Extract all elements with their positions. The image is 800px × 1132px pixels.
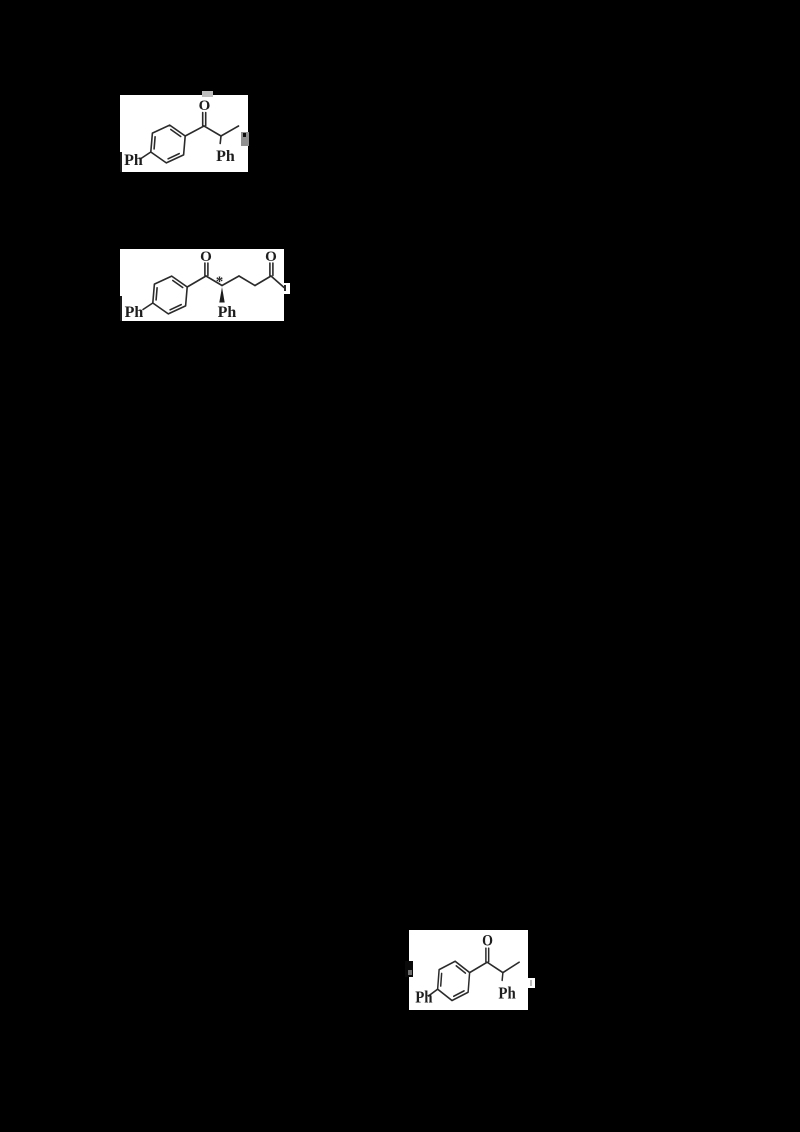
methyl-bond [503, 962, 519, 972]
structure-panel-top-ketone [120, 95, 248, 172]
benzene-ring [153, 276, 187, 314]
structure-panel-middle-diketone [120, 249, 284, 321]
ring-carbonyl-bond [187, 276, 206, 287]
alpha-carbon-bond [487, 962, 503, 972]
aryl-phenyl-label: Ph [124, 152, 143, 169]
carbonyl-oxygen-label: O [198, 98, 211, 114]
scan-artifact-speckle [408, 970, 412, 975]
aryl-phenyl-label: Ph [124, 304, 144, 321]
carbonyl-oxygen-label: O [482, 932, 493, 950]
structure-panel-bottom-ketone [409, 930, 528, 1010]
aryl-phenyl-label: Ph [415, 989, 433, 1007]
molecule-drawing-middle-diketone [120, 249, 284, 321]
chain-bond [239, 276, 255, 286]
benzene-ring [151, 125, 185, 163]
scan-artifact-top-gray [202, 91, 213, 97]
methyl-bond [221, 126, 239, 136]
scan-edge-line [120, 296, 122, 321]
bonds [143, 263, 284, 310]
scan-artifact [530, 980, 532, 986]
scan-edge-line [120, 152, 122, 172]
molecule-drawing-bottom-ketone [409, 930, 528, 1010]
alpha-phenyl-label: Ph [498, 984, 516, 1003]
alpha-carbon-bond [204, 126, 221, 136]
stereocenter-asterisk: * [215, 274, 224, 290]
methyl-bond [271, 276, 284, 288]
alpha-phenyl-label: Ph [216, 148, 235, 165]
ring-carbonyl-bond [470, 962, 487, 972]
scan-notch [528, 978, 535, 988]
scan-artifact [284, 285, 286, 291]
aryl-phenyl-bond [143, 303, 153, 310]
chain-bond [222, 276, 239, 286]
chain-bond [255, 276, 271, 286]
alpha-phenyl-bond [502, 973, 503, 981]
alpha-phenyl-bond [220, 136, 221, 144]
scan-notch [284, 283, 290, 294]
carbonyl-oxygen-label-1: O [200, 249, 212, 265]
ring-carbonyl-bond [185, 126, 204, 136]
benzene-ring [438, 961, 470, 1000]
molecule-drawing-top-ketone [120, 95, 248, 172]
scan-artifact-dot [243, 133, 246, 137]
scan-artifact-left-blob [405, 961, 413, 977]
scan-artifact-right-gray [241, 132, 249, 146]
alpha-phenyl-label: Ph [217, 304, 237, 321]
carbonyl-oxygen-label-2: O [265, 249, 277, 265]
